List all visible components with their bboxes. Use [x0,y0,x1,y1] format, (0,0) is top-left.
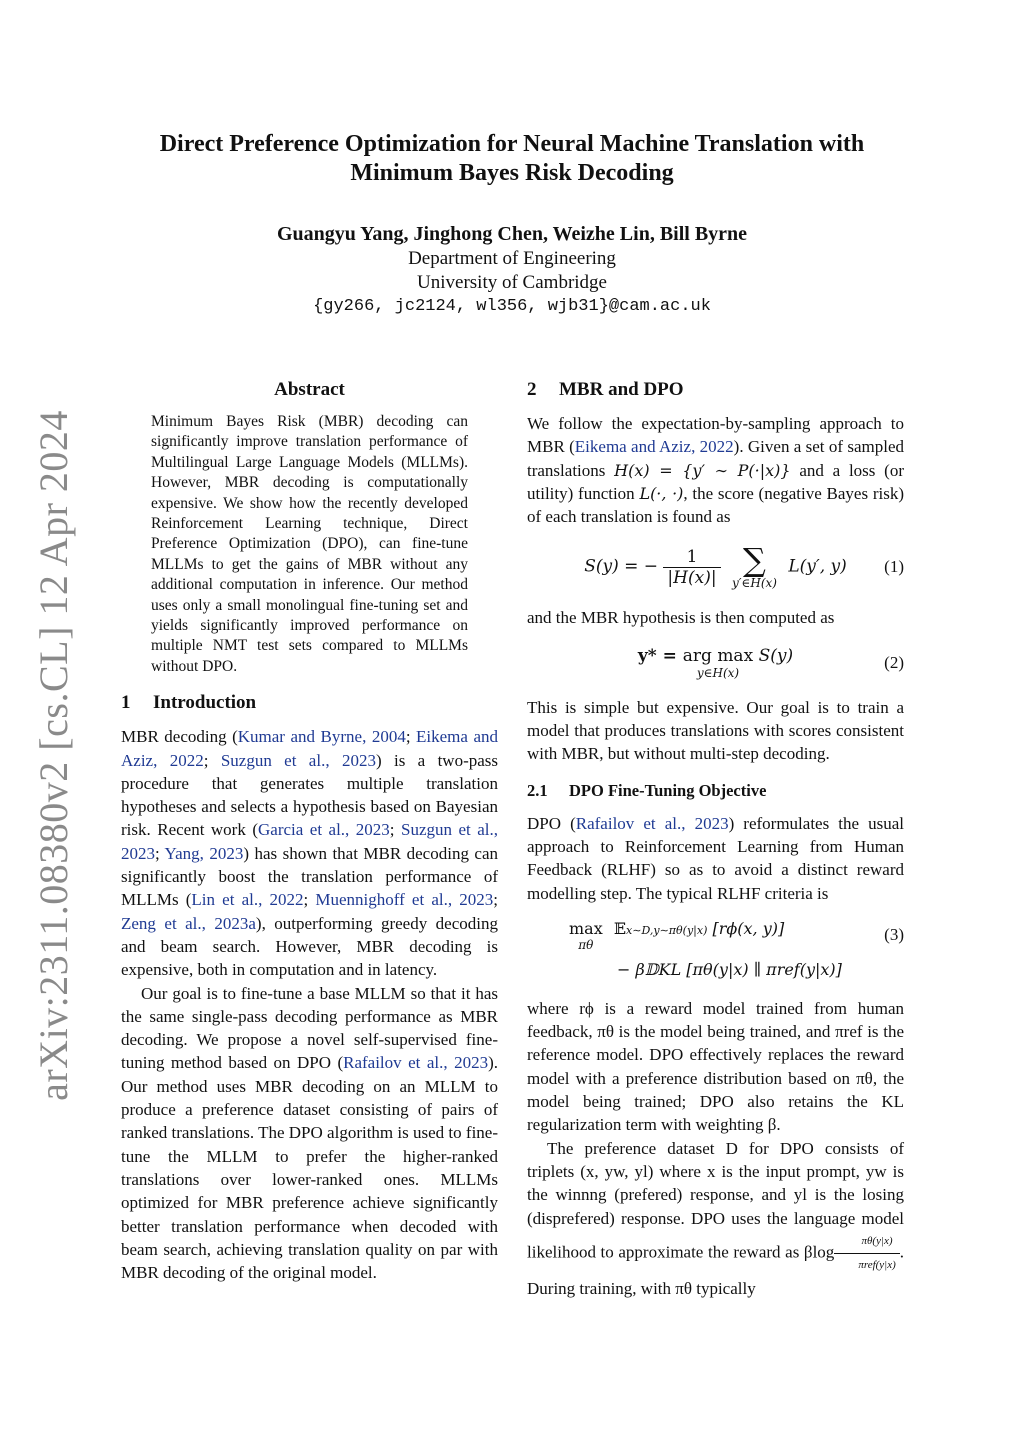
author-emails: {gy266, jc2124, wl356, wjb31}@cam.ac.uk [313,297,711,316]
equation-number: (3) [884,924,904,944]
equation-1: S(y) = − $\frac{1}{|H(x)|}$ ∑ y′∈H(x) L(y′, y) (1) [584,541,904,591]
section-heading-introduction: 1 Introduction [121,692,257,714]
citation-link[interactable]: Zeng et al., 2023a [121,913,256,933]
equation-number: (2) [884,652,904,672]
citation-link[interactable]: Muennighoff et al., 2023 [315,890,494,910]
equation-2: y* = arg max y∈H(x) S(y) (2) [637,645,904,680]
citation-link[interactable]: Eikema and Aziz, 2022 [121,727,498,770]
subsection-heading-dpo: 2.1 DPO Fine-Tuning Objective [527,780,767,800]
dpo-paragraph-1: DPO (Rafailov et al., 2023) reformulates the usual approach to Reinforcement Learning from Human Feedback (RLHF) so as to avoid a distinct reward modelling step. The typical RLHF criteria is [527,813,905,903]
right-column [527,378,904,1301]
author-block [120,222,904,319]
mbr-paragraph-1: We follow the expectation-by-sampling approach to MBR (Eikema and Aziz, 2022). Given a set of sampled translations H(x) = {y′ ∼ P(·|x)} and a loss (or utility) function L(·, ·), the score (negative Bayes risk) of each translation is found as [527,414,905,527]
title-line-1: Direct Preference Optimization for Neural Machine Translation with [159,131,865,157]
citation-link[interactable]: Suzgun et al., 2023 [121,820,498,863]
section-heading-mbr-dpo: 2 MBR and DPO [527,379,684,400]
dpo-paragraph-3: The preference dataset D for DPO consists of triplets (x, yw, yl) where x is the input prompt, yw is the winnng (prefered) response, and yl is the losing (disprefered) response. DPO uses the language model likelihood to approximate the reward as βlog $\frac{\pi\theta(y|x)}{\text{πref(y|x)}}$ . During training, with πθ typically [527,1138,904,1299]
abstract-text: Minimum Bayes Risk (MBR) decoding can significantly improve translation performance of Multilingual Large Language Models (MLLMs). However, MBR decoding is computationally expensive. We show how the recently developed Reinforcement Learning technique, Direct Preference Optimization (DPO), can fine-tune MLLMs to get the gains of MBR without any additional computation in inference. Our method uses only a small monolingual fine-tuning set and yields significantly improved performance on multiple NMT test sets compared to MLLMs without DPO. [151,413,468,675]
title-line-2: Minimum Bayes Risk Decoding [350,160,674,186]
mbr-paragraph-3: This is simple but expensive. Our goal is to train a model that produces translations with scores consistent with MBR, but without multi-step decoding. [527,697,904,764]
citation-link[interactable]: Rafailov et al., 2023 [343,1053,489,1073]
arxiv-identifier: arXiv:2311.08380v2 [cs.CL] 12 Apr 2024 [30,409,76,1101]
equation-3: max πθ 𝔼x∼D,y∼πθ(y|x) [rϕ(x, y)] − β𝔻KL [πθ(y|x) ∥ πref(y|x)] (3) [569,918,904,979]
equation-number: (1) [884,557,904,577]
intro-paragraph-2: Our goal is to fine-tune a base MLLM so that it has the same single-pass decoding performance as MBR decoding. We propose a novel self-supervised fine-tuning method based on DPO (Rafailov et al., 2023). Our method uses MBR decoding on an MLLM to produce a preference dataset consisting of pairs of ranked translations. The DPO algorithm is used to fine-tune the MLLM to prefer the higher-ranked translations over lower-ranked ones. MLLMs optimized for MBR preference achieve significantly better translation performance when decoded with beam search, achieving translation quality on par with MBR decoding of the original model. [121,983,498,1283]
citation-link[interactable]: Suzgun et al., 2023 [220,750,376,770]
citation-link[interactable]: Rafailov et al., 2023 [575,813,729,833]
citation-link[interactable]: Lin et al., 2022 [191,890,304,910]
citation-link[interactable]: Yang, 2023 [164,843,244,863]
department: Department of Engineering [408,248,616,269]
citation-link[interactable]: Garcia et al., 2023 [258,820,390,840]
citation-link[interactable]: Kumar and Byrne, 2004 [237,727,406,747]
citation-link[interactable]: Eikema and Aziz, 2022 [574,437,734,457]
author-names: Guangyu Yang, Jinghong Chen, Weizhe Lin, Bill Byrne [276,223,748,245]
left-column [121,378,498,1284]
mbr-paragraph-2: and the MBR hypothesis is then computed as [527,608,835,628]
dpo-paragraph-2: where rϕ is a reward model trained from human feedback, πθ is the model being trained, and πref is the reference model. DPO effectively replaces the reward model with a preference distribution based on πθ, the model being trained; DPO also retains the KL regularization term with weighting β. [527,998,904,1135]
university: University of Cambridge [417,272,607,293]
abstract-heading: Abstract [274,379,345,400]
paper-title [120,130,904,188]
intro-paragraph-1: MBR decoding (Kumar and Byrne, 2004; Eikema and Aziz, 2022; Suzgun et al., 2023) is a two-pass procedure that generates multiple translation hypotheses and selects a hypothesis based on Bayesian risk. Recent work (Garcia et al., 2023; Suzgun et al., 2023; Yang, 2023) has shown that MBR decoding can significantly boost the translation performance of MLLMs (Lin et al., 2022; Muennighoff et al., 2023; Zeng et al., 2023a), outperforming greedy decoding and beam search. However, MBR decoding is expensive, both in computation and in latency. [121,727,499,980]
